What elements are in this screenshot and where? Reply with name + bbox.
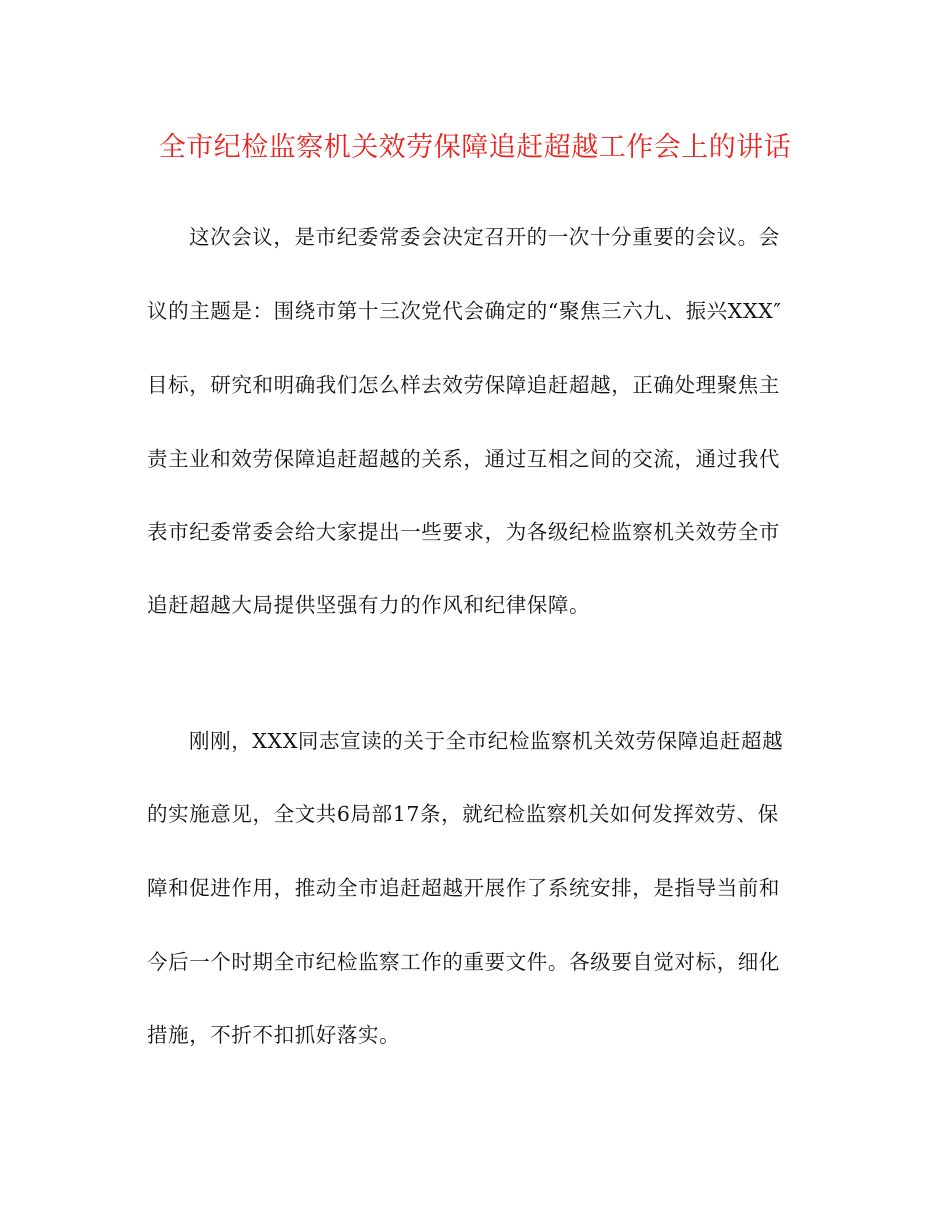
paragraph-line: 障和促进作用，推动全市追赶超越开展作了系统安排，是指导当前和 (147, 876, 780, 900)
paragraph-line: 措施，不折不扣抓好落实。 (147, 1023, 401, 1047)
paragraph-line: 的实施意见，全文共6局部17条，就纪检监察机关如何发挥效劳、保 (147, 802, 779, 826)
paragraph-line: 责主业和效劳保障追赶超越的关系，通过互相之间的交流，通过我代 (147, 447, 780, 471)
paragraph-line: 刚刚，XXX同志宣读的关于全市纪检监察机关效劳保障追赶超越 (189, 729, 784, 753)
paragraph-line: 追赶超越大局提供坚强有力的作风和纪律保障。 (147, 593, 591, 617)
paragraph-line: 目标，研究和明确我们怎么样去效劳保障追赶超越，正确处理聚焦主 (147, 373, 780, 397)
document-title: 全市纪检监察机关效劳保障追赶超越工作会上的讲话 (158, 132, 792, 163)
paragraph-line: 表市纪委常委会给大家提出一些要求，为各级纪检监察机关效劳全市 (147, 520, 780, 544)
paragraph-line: 今后一个时期全市纪检监察工作的重要文件。各级要自觉对标，细化 (147, 950, 780, 974)
paragraph-line: 这次会议，是市纪委常委会决定召开的一次十分重要的会议。会 (189, 225, 780, 249)
paragraph-line: 议的主题是：围绕市第十三次党代会确定的“聚焦三六九、振兴XXX″ (147, 299, 782, 323)
